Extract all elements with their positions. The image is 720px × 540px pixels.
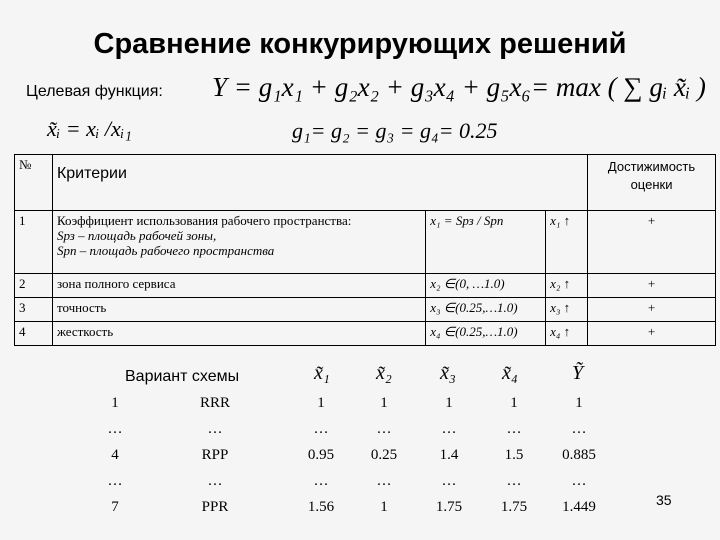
variant-cell: 1.5 (504, 446, 524, 463)
criterion-variable: x₄ ↑ (546, 322, 588, 346)
criteria-row (15, 211, 716, 274)
variant-cell: 0.25 (370, 446, 398, 463)
criterion-cell (52, 211, 425, 274)
criterion-text: зона полного сервиса (52, 274, 425, 298)
row-number: 1 (15, 211, 53, 274)
variant-row (90, 442, 612, 468)
variant-cell: … (313, 472, 329, 489)
variant-cell: RRR (199, 394, 230, 411)
variant-cell: … (441, 420, 457, 437)
variant-cell: 1 (111, 394, 119, 411)
variant-scheme-label: Вариант схемы (125, 368, 240, 385)
variant-cell: 1.75 (500, 498, 528, 515)
column-header-x1: x̃₁ (314, 362, 330, 384)
variant-cell: … (571, 420, 587, 437)
goal-function-formula: Y = g₁x₁ + g₂x₂ + g₃x₄ + g₅x₆= max ( ∑ gᵢ x̃ᵢ ) (212, 72, 706, 102)
variant-row (90, 468, 612, 494)
column-header-x3: x̃₃ (440, 362, 456, 384)
criteria-row (15, 274, 716, 298)
variant-cell: … (441, 472, 457, 489)
criteria-header-row (15, 155, 716, 211)
criterion-text-line3: Sрп – площадь рабочего пространства (56, 242, 275, 258)
variant-cell: RPP (201, 446, 229, 463)
header-criteria: Критерии (52, 155, 587, 211)
variant-row (90, 416, 612, 442)
criterion-variable: x₂ ↑ (546, 274, 588, 298)
criterion-text: жесткость (52, 322, 425, 346)
variant-cell: … (506, 472, 522, 489)
variant-cell: … (506, 420, 522, 437)
slide-title: Сравнение конкурирующих решений (93, 28, 627, 60)
criterion-range: x₄ ∈(0.25,…1.0) (426, 322, 546, 346)
criterion-range: x₁ = Sрз / Sрп (426, 211, 546, 274)
variant-cell: 7 (111, 498, 119, 515)
variant-cell: 1 (445, 394, 453, 411)
variant-row (90, 390, 612, 416)
header-number: № (15, 155, 53, 211)
criterion-sign: + (588, 298, 716, 322)
criterion-text-line2: Sрз – площадь рабочей зоны, (56, 227, 217, 243)
weights-definition: g₁= g₂ = g₃ = g₄= 0.25 (292, 118, 498, 143)
variant-cell: 0.885 (562, 446, 596, 463)
variant-cell: … (107, 420, 123, 437)
variant-cell: … (376, 420, 392, 437)
variant-cell: 1 (380, 394, 388, 411)
variant-cell: … (207, 420, 223, 437)
variant-cell: PPR (201, 498, 229, 515)
variant-cell: 1 (317, 394, 325, 411)
criterion-text: Коэффициент использования рабочего пространства: (56, 213, 352, 228)
criterion-sign: + (588, 274, 716, 298)
header-reachability: Достижимость оценки (588, 155, 716, 211)
column-header-y: Ỹ (572, 362, 584, 384)
variant-cell: 4 (111, 446, 119, 463)
variant-cell: 1 (510, 394, 518, 411)
column-header-x2: x̃₂ (376, 362, 392, 384)
variant-cell: 1 (575, 394, 583, 411)
variant-cell: … (571, 472, 587, 489)
variant-cell: … (107, 472, 123, 489)
variant-cell: … (313, 420, 329, 437)
variant-cell: 0.95 (307, 446, 335, 463)
criterion-sign: + (588, 211, 716, 274)
xi-definition: x̃ᵢ = xᵢ /xᵢ₁ (47, 116, 132, 141)
goal-function-label: Целевая функция: (26, 83, 163, 100)
criterion-text: точность (52, 298, 425, 322)
row-number: 3 (15, 298, 53, 322)
variant-cell: 1.75 (435, 498, 463, 515)
criteria-row (15, 298, 716, 322)
slide-number: 35 (656, 492, 672, 508)
variant-row (90, 494, 612, 520)
criteria-row (15, 322, 716, 346)
criterion-range: x₃ ∈(0.25,…1.0) (426, 298, 546, 322)
criterion-range: x₂ ∈(0, …1.0) (426, 274, 546, 298)
criteria-table (14, 154, 716, 346)
variant-cell: … (207, 472, 223, 489)
criterion-variable: x₃ ↑ (546, 298, 588, 322)
row-number: 4 (15, 322, 53, 346)
variant-cell: 1.449 (562, 498, 596, 515)
variant-cell: 1 (380, 498, 388, 515)
criterion-variable: x₁ ↑ (546, 211, 588, 274)
variant-cell: … (376, 472, 392, 489)
column-header-x4: x̃₄ (502, 362, 518, 384)
criterion-sign: + (588, 322, 716, 346)
row-number: 2 (15, 274, 53, 298)
variant-cell: 1.56 (307, 498, 335, 515)
variants-table (90, 390, 612, 520)
variant-cell: 1.4 (439, 446, 459, 463)
